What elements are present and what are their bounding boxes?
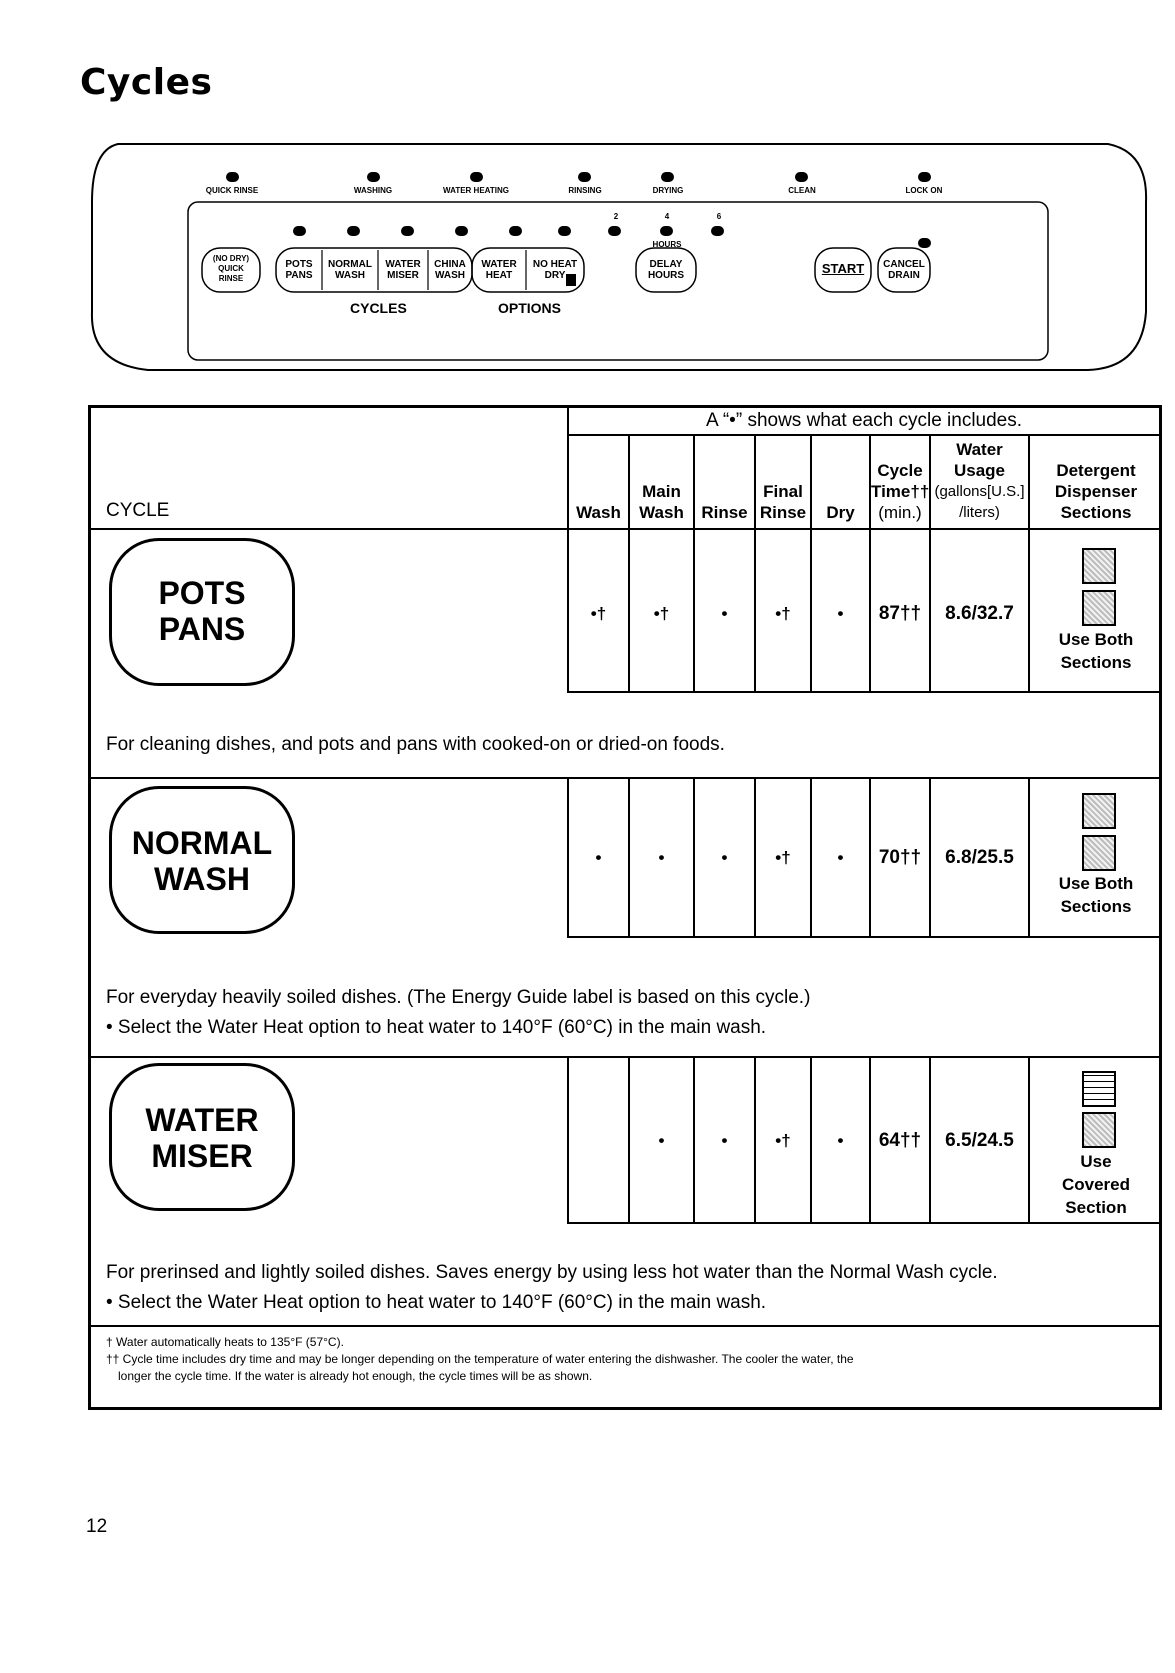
water-usage-value: 8.6/32.7 [945,603,1014,624]
final-rinse-mark: •† [775,1131,791,1150]
rinse-mark: • [721,848,728,867]
cycles-group-label: CYCLES [350,300,407,316]
button-text: WASH [335,270,365,281]
wash-mark: • [595,848,602,867]
button-text: CHINA [434,259,466,270]
final-rinse-header [756,481,810,523]
cycle-header-cell [91,408,567,528]
rinse-mark: • [721,604,728,623]
header-text: Time†† [871,482,930,501]
dry-mark: • [837,604,844,623]
pots-pans-description [106,730,725,760]
water-miser-description [106,1258,998,1318]
button-text: QUICK [218,264,244,273]
caption-text: Sections [1060,897,1132,916]
cycle-name: WATER [145,1102,259,1138]
description-text: • Select the Water Heat option to heat water to 140°F (60°C) in the main wash. [106,1017,767,1038]
caption-text: Sections [1060,653,1132,672]
dispenser-covered-icon [1082,1071,1116,1107]
cycle-name: MISER [151,1138,253,1174]
start-button[interactable]: START [821,261,865,276]
quick-rinse-button[interactable] [202,254,260,284]
water-heat-button[interactable] [472,259,526,281]
dispenser-open-icon [1082,590,1116,626]
header-text: Final [763,482,803,501]
header-text: Cycle [877,461,923,480]
indicator-label: CLEAN [788,186,816,195]
footnote: longer the cycle time. If the water is already hot enough, the cycle times will be as shown. [118,1369,593,1383]
hours-label: HOURS [652,240,682,249]
header-text: Dispenser [1054,482,1138,501]
header-text: /liters) [959,504,1000,521]
pots-pans-cycle-button [109,538,295,686]
main-wash-mark: • [658,1131,665,1150]
button-text: WATER [481,259,517,270]
detergent-header [1030,460,1162,523]
header-text: Water [956,440,1003,459]
header-text: Sections [1060,503,1132,522]
header-text: (gallons[U.S.] [934,483,1025,500]
normal-wash-cycle-button [109,786,295,934]
dispenser-open-icon [1082,1112,1116,1148]
china-wash-button[interactable] [428,259,472,281]
indicator-label: RINSING [568,186,602,195]
delay-number: 4 [664,212,670,221]
page-title: Cycles [80,62,213,103]
header-text: Wash [639,503,684,522]
cycle-name: WASH [154,861,250,897]
button-text: HOURS [647,270,685,281]
cycle-table [88,405,1162,1410]
options-group-label: OPTIONS [498,300,562,316]
page-number: 12 [86,1516,108,1537]
normal-wash-description [106,983,810,1043]
button-text: DELAY [649,259,683,270]
caption-text: Use Both [1058,630,1134,649]
dry-mark: • [837,1131,844,1150]
indicator-label: WASHING [353,186,393,195]
rinse-header: Rinse [701,503,748,522]
cycle-name: PANS [158,611,246,647]
button-text: DRAIN [888,270,920,281]
water-miser-button[interactable] [378,259,428,281]
rinse-mark: • [721,1131,728,1150]
description-text: For prerinsed and lightly soiled dishes. Saves energy by using less hot water than the Normal Wash cycle. [106,1262,998,1283]
cycle-time-value: 87†† [878,603,922,624]
button-text: CANCEL [883,259,925,270]
water-usage-header [931,439,1028,523]
cycle-column-header: CYCLE [106,500,170,521]
header-text: Detergent [1056,461,1136,480]
description-text: For everyday heavily soiled dishes. (The Energy Guide label is based on this cycle.) [106,987,811,1008]
cycle-time-header [871,460,929,523]
button-text: HEAT [485,270,513,281]
button-text: POTS [285,259,313,270]
no-heat-dry-button[interactable] [526,259,584,281]
caption-text: Section [1065,1198,1127,1217]
indicator-label: WATER HEATING [443,186,509,195]
caption-text: Use Both [1058,874,1134,893]
final-rinse-mark: •† [775,848,791,867]
button-text: NORMAL [328,259,372,270]
footnote: †† Cycle time includes dry time and may be longer depending on the temperature of water entering the dishwasher. The cooler the water, the [106,1352,854,1366]
dry-mark: • [837,848,844,867]
indicator-label: LOCK ON [905,186,943,195]
cycle-time-value: 70†† [878,847,922,868]
caption-text: Use [1080,1152,1112,1171]
header-text: Main [642,482,681,501]
dispenser-caption [1030,628,1162,674]
dispenser-open-icon [1082,548,1116,584]
description-text: • Select the Water Heat option to heat water to 140°F (60°C) in the main wash. [106,1292,767,1313]
wash-mark: •† [590,604,607,623]
pots-pans-button[interactable] [276,259,322,281]
cycle-time-value: 64†† [878,1130,922,1151]
indicator-label: DRYING [652,186,684,195]
header-text: Rinse [759,503,807,522]
button-text: WASH [435,270,465,281]
cycle-name: POTS [158,575,246,611]
header-text: Usage [953,461,1006,480]
footnote: † Water automatically heats to 135°F (57°C). [106,1335,344,1349]
button-text: RINSE [218,274,244,283]
table-caption: A “•” shows what each cycle includes. [705,410,1023,431]
button-text: NO HEAT [532,259,578,270]
button-text: WATER [385,259,421,270]
dispenser-open-icon [1082,793,1116,829]
main-wash-header [630,481,693,523]
cancel-drain-button[interactable] [878,259,930,281]
delay-number: 2 [613,212,619,221]
delay-hours-button[interactable] [636,259,696,281]
indicator-label: QUICK RINSE [205,186,259,195]
cycle-name: NORMAL [131,825,273,861]
final-rinse-mark: •† [775,604,791,623]
main-wash-mark: • [658,848,665,867]
water-usage-value: 6.5/24.5 [945,1130,1014,1151]
control-panel-illustration [88,142,1150,374]
water-miser-cycle-button [109,1063,295,1211]
dispenser-caption [1030,1150,1162,1219]
wash-header: Wash [576,503,621,522]
table-footnotes [106,1334,854,1385]
dispenser-open-icon [1082,835,1116,871]
water-usage-value: 6.8/25.5 [945,847,1014,868]
dry-header: Dry [826,503,855,522]
button-text: MISER [387,270,419,281]
caption-text: Covered [1061,1175,1131,1194]
normal-wash-button[interactable] [322,259,378,281]
delay-number: 6 [716,212,722,221]
dispenser-caption [1030,872,1162,918]
main-wash-mark: •† [653,604,670,623]
button-text: PANS [285,270,313,281]
header-text: (min.) [878,503,922,522]
description-text: For cleaning dishes, and pots and pans with cooked-on or dried-on foods. [106,734,725,755]
button-text: (NO DRY) [212,254,250,263]
button-text: DRY [544,270,566,281]
